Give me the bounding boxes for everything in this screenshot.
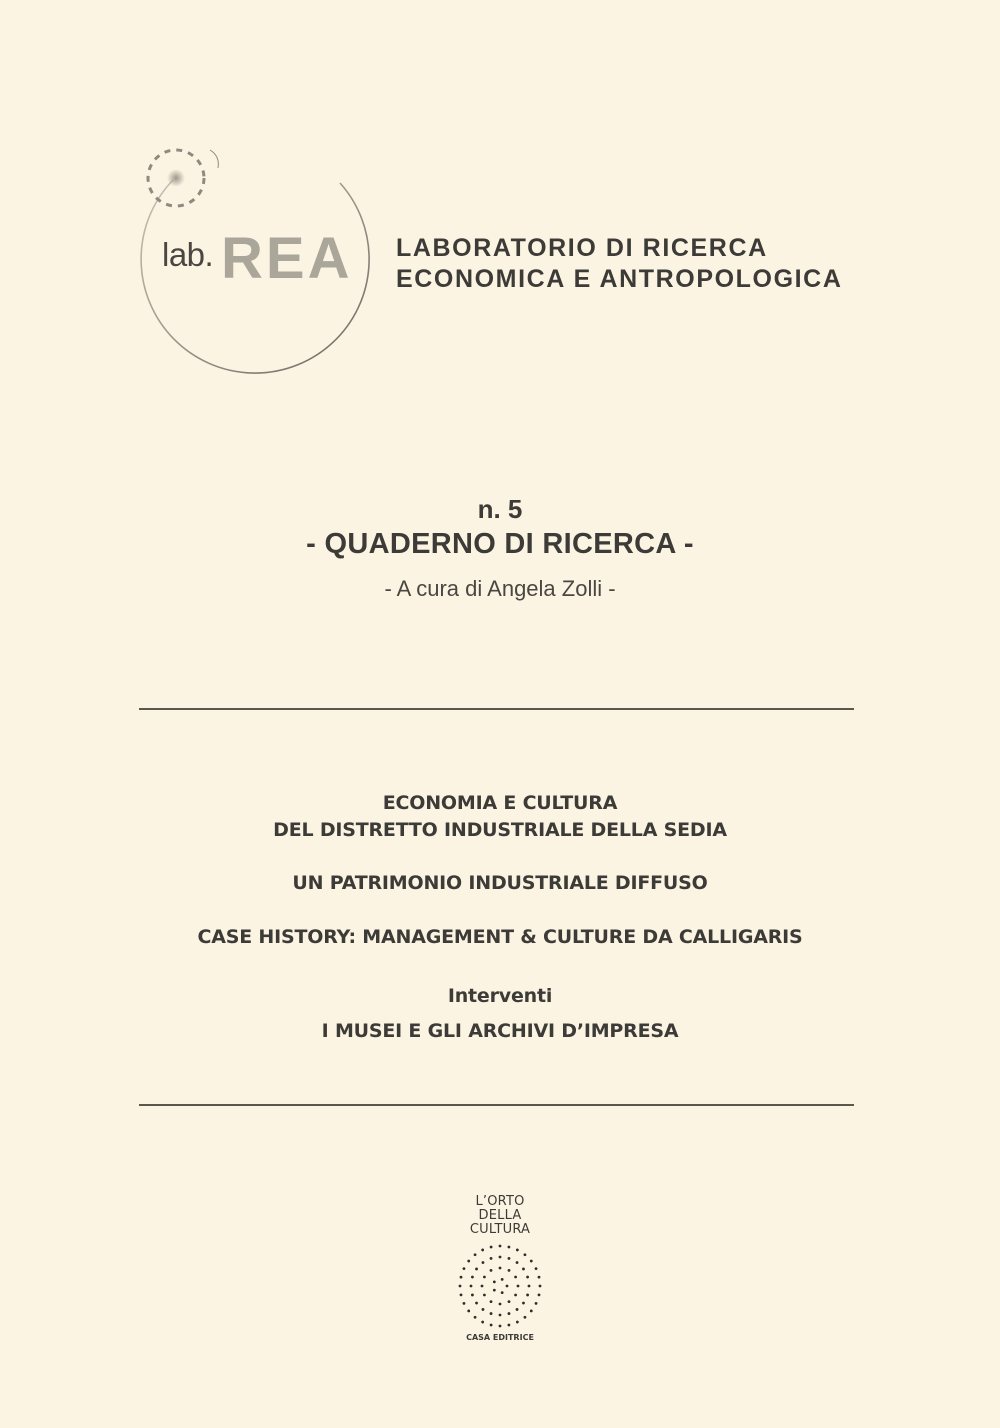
logo-lab-text: lab. bbox=[162, 236, 214, 273]
divider-top bbox=[139, 708, 854, 710]
topic-3: CASE HISTORY: MANAGEMENT & CULTURE DA CALLIGARIS bbox=[197, 926, 803, 948]
topic-interventi-label: Interventi bbox=[447, 985, 553, 1007]
publisher-name-line2: DELLA bbox=[478, 1208, 522, 1223]
publisher-subtitle: CASA EDITRICE bbox=[466, 1333, 534, 1342]
topic-1-line1: ECONOMIA E CULTURA bbox=[382, 792, 618, 814]
publisher-logo bbox=[440, 1195, 560, 1342]
topic-1 bbox=[0, 790, 1000, 844]
topic-4: I MUSEI E GLI ARCHIVI D’IMPRESA bbox=[321, 1020, 679, 1042]
issue-number: n. 5 bbox=[477, 494, 523, 524]
topic-1-line2: DEL DISTRETTO INDUSTRIALE DELLA SEDIA bbox=[273, 819, 727, 841]
organization-name bbox=[396, 233, 842, 295]
topic-2: UN PATRIMONIO INDUSTRIALE DIFFUSO bbox=[292, 872, 708, 894]
org-name-line2: ECONOMICA E ANTROPOLOGICA bbox=[396, 265, 843, 293]
publisher-name-line3: CULTURA bbox=[469, 1222, 531, 1237]
dotted-circles-icon bbox=[455, 1241, 545, 1331]
editor-credit: - A cura di Angela Zolli - bbox=[384, 576, 616, 601]
logo-rea-text: REA bbox=[221, 226, 353, 291]
publisher-name-line1: L’ORTO bbox=[475, 1194, 525, 1209]
org-name-line1: LABORATORIO DI RICERCA bbox=[396, 234, 768, 262]
divider-bottom bbox=[139, 1104, 854, 1106]
series-title: - QUADERNO DI RICERCA - bbox=[306, 528, 694, 560]
